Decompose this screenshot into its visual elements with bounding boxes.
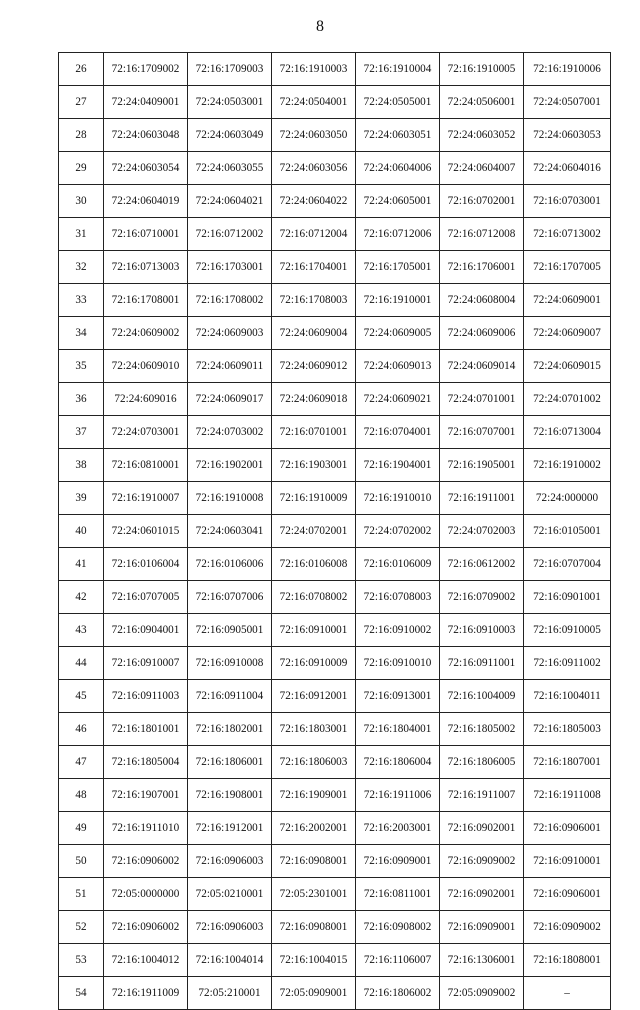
cadastral-code-cell: 72:16:1902001 <box>188 449 272 482</box>
table-row <box>59 449 611 482</box>
cadastral-code-cell: 72:16:0707001 <box>440 416 524 449</box>
cadastral-code-cell: 72:16:1910003 <box>272 53 356 86</box>
row-number: 51 <box>59 878 104 911</box>
cadastral-code-cell: 72:16:1806003 <box>272 746 356 779</box>
row-number: 27 <box>59 86 104 119</box>
cadastral-code-cell: 72:16:1905001 <box>440 449 524 482</box>
table-row <box>59 845 611 878</box>
cadastral-code-cell: 72:24:0603055 <box>188 152 272 185</box>
cadastral-code-cell: 72:24:0609003 <box>188 317 272 350</box>
cadastral-code-cell: 72:16:1004015 <box>272 944 356 977</box>
cadastral-code-cell: 72:24:0603041 <box>188 515 272 548</box>
cadastral-code-cell: 72:24:0609007 <box>524 317 611 350</box>
cadastral-code-cell: 72:16:0910001 <box>272 614 356 647</box>
row-number: 43 <box>59 614 104 647</box>
cadastral-code-cell: 72:16:0910005 <box>524 614 611 647</box>
cadastral-code-cell: 72:16:0908002 <box>356 911 440 944</box>
cadastral-code-cell: 72:16:1805002 <box>440 713 524 746</box>
row-number: 46 <box>59 713 104 746</box>
row-number: 39 <box>59 482 104 515</box>
cadastral-code-cell: 72:16:0905001 <box>188 614 272 647</box>
cadastral-code-cell: 72:24:0603054 <box>104 152 188 185</box>
cadastral-code-cell: 72:16:1909001 <box>272 779 356 812</box>
cadastral-code-cell: 72:16:0910003 <box>440 614 524 647</box>
cadastral-code-cell: 72:16:1910005 <box>440 53 524 86</box>
cadastral-code-cell: 72:24:0603051 <box>356 119 440 152</box>
table-row <box>59 515 611 548</box>
cadastral-code-cell: 72:16:1004009 <box>440 680 524 713</box>
cadastral-code-cell: 72:16:0909002 <box>524 911 611 944</box>
cadastral-code-cell: 72:24:0504001 <box>272 86 356 119</box>
cadastral-code-cell: 72:16:1806004 <box>356 746 440 779</box>
table-row <box>59 119 611 152</box>
cadastral-code-cell: 72:24:0609004 <box>272 317 356 350</box>
cadastral-code-cell: 72:16:1801001 <box>104 713 188 746</box>
row-number: 49 <box>59 812 104 845</box>
cadastral-code-cell: 72:16:1806005 <box>440 746 524 779</box>
row-number: 45 <box>59 680 104 713</box>
cadastral-code-cell: 72:16:0106008 <box>272 548 356 581</box>
cadastral-code-cell: 72:24:0604006 <box>356 152 440 185</box>
cadastral-code-cell: 72:16:0713002 <box>524 218 611 251</box>
cadastral-code-cell: – <box>524 977 611 1010</box>
cadastral-code-cell: 72:24:0604016 <box>524 152 611 185</box>
row-number: 38 <box>59 449 104 482</box>
cadastral-code-cell: 72:16:1912001 <box>188 812 272 845</box>
cadastral-code-cell: 72:24:0604019 <box>104 185 188 218</box>
cadastral-code-cell: 72:16:1911010 <box>104 812 188 845</box>
cadastral-code-cell: 72:24:0604021 <box>188 185 272 218</box>
cadastral-code-cell: 72:24:0609014 <box>440 350 524 383</box>
cadastral-code-cell: 72:05:210001 <box>188 977 272 1010</box>
cadastral-code-cell: 72:24:0609010 <box>104 350 188 383</box>
cadastral-code-cell: 72:24:0609017 <box>188 383 272 416</box>
cadastral-code-cell: 72:24:0603050 <box>272 119 356 152</box>
cadastral-code-cell: 72:16:0708002 <box>272 581 356 614</box>
cadastral-code-cell: 72:16:0909001 <box>440 911 524 944</box>
cadastral-table <box>58 52 611 1010</box>
cadastral-code-cell: 72:24:0609006 <box>440 317 524 350</box>
cadastral-code-cell: 72:16:0906002 <box>104 845 188 878</box>
cadastral-code-cell: 72:16:1911007 <box>440 779 524 812</box>
cadastral-code-cell: 72:24:0609012 <box>272 350 356 383</box>
row-number: 37 <box>59 416 104 449</box>
cadastral-code-cell: 72:16:0908001 <box>272 911 356 944</box>
cadastral-code-cell: 72:16:0910008 <box>188 647 272 680</box>
cadastral-code-cell: 72:16:1910002 <box>524 449 611 482</box>
cadastral-code-cell: 72:24:0409001 <box>104 86 188 119</box>
table-row <box>59 647 611 680</box>
cadastral-code-cell: 72:16:1004014 <box>188 944 272 977</box>
cadastral-code-cell: 72:24:0701001 <box>440 383 524 416</box>
row-number: 47 <box>59 746 104 779</box>
table-row <box>59 317 611 350</box>
cadastral-code-cell: 72:24:0603048 <box>104 119 188 152</box>
cadastral-code-cell: 72:16:1709003 <box>188 53 272 86</box>
cadastral-code-cell: 72:24:0703001 <box>104 416 188 449</box>
cadastral-code-cell: 72:16:2002001 <box>272 812 356 845</box>
cadastral-code-cell: 72:16:0908001 <box>272 845 356 878</box>
cadastral-code-cell: 72:05:0000000 <box>104 878 188 911</box>
cadastral-code-cell: 72:16:1004012 <box>104 944 188 977</box>
row-number: 50 <box>59 845 104 878</box>
cadastral-code-cell: 72:24:0605001 <box>356 185 440 218</box>
cadastral-code-cell: 72:24:0609015 <box>524 350 611 383</box>
cadastral-code-cell: 72:16:1306001 <box>440 944 524 977</box>
cadastral-code-cell: 72:16:1910008 <box>188 482 272 515</box>
table-row <box>59 350 611 383</box>
cadastral-code-cell: 72:16:1908001 <box>188 779 272 812</box>
cadastral-code-cell: 72:24:0702003 <box>440 515 524 548</box>
table-row <box>59 911 611 944</box>
cadastral-code-cell: 72:16:0712002 <box>188 218 272 251</box>
cadastral-code-cell: 72:16:0106004 <box>104 548 188 581</box>
row-number: 32 <box>59 251 104 284</box>
table-row <box>59 284 611 317</box>
cadastral-code-cell: 72:24:0702001 <box>272 515 356 548</box>
cadastral-code-cell: 72:16:1904001 <box>356 449 440 482</box>
table-row <box>59 779 611 812</box>
cadastral-code-cell: 72:16:0612002 <box>440 548 524 581</box>
cadastral-code-cell: 72:16:0707004 <box>524 548 611 581</box>
cadastral-code-cell: 72:16:0911004 <box>188 680 272 713</box>
table-row <box>59 878 611 911</box>
cadastral-code-cell: 72:16:0712008 <box>440 218 524 251</box>
cadastral-code-cell: 72:16:1706001 <box>440 251 524 284</box>
table-row <box>59 614 611 647</box>
cadastral-code-cell: 72:16:0707005 <box>104 581 188 614</box>
cadastral-code-cell: 72:24:609016 <box>104 383 188 416</box>
cadastral-code-cell: 72:16:0904001 <box>104 614 188 647</box>
cadastral-code-cell: 72:24:0609002 <box>104 317 188 350</box>
cadastral-code-cell: 72:16:0913001 <box>356 680 440 713</box>
cadastral-code-cell: 72:16:1704001 <box>272 251 356 284</box>
cadastral-code-cell: 72:16:1911009 <box>104 977 188 1010</box>
cadastral-code-cell: 72:16:0709002 <box>440 581 524 614</box>
cadastral-code-cell: 72:05:0909002 <box>440 977 524 1010</box>
cadastral-code-cell: 72:16:0712006 <box>356 218 440 251</box>
cadastral-code-cell: 72:05:2301001 <box>272 878 356 911</box>
cadastral-code-cell: 72:24:0601015 <box>104 515 188 548</box>
table-row <box>59 218 611 251</box>
cadastral-code-cell: 72:24:0608004 <box>440 284 524 317</box>
row-number: 52 <box>59 911 104 944</box>
table-row <box>59 482 611 515</box>
cadastral-code-cell: 72:16:0810001 <box>104 449 188 482</box>
cadastral-code-cell: 72:16:1808001 <box>524 944 611 977</box>
cadastral-code-cell: 72:16:0912001 <box>272 680 356 713</box>
cadastral-code-cell: 72:24:000000 <box>524 482 611 515</box>
cadastral-code-cell: 72:16:0910009 <box>272 647 356 680</box>
cadastral-code-cell: 72:16:1903001 <box>272 449 356 482</box>
table-row <box>59 680 611 713</box>
table-row <box>59 977 611 1010</box>
cadastral-code-cell: 72:24:0701002 <box>524 383 611 416</box>
cadastral-code-cell: 72:16:0901001 <box>524 581 611 614</box>
cadastral-code-cell: 72:16:0703001 <box>524 185 611 218</box>
cadastral-code-cell: 72:16:0704001 <box>356 416 440 449</box>
cadastral-code-cell: 72:05:0909001 <box>272 977 356 1010</box>
cadastral-code-cell: 72:16:0707006 <box>188 581 272 614</box>
cadastral-code-cell: 72:16:0909002 <box>440 845 524 878</box>
cadastral-code-cell: 72:16:1910010 <box>356 482 440 515</box>
cadastral-code-cell: 72:16:0708003 <box>356 581 440 614</box>
cadastral-code-cell: 72:16:0106009 <box>356 548 440 581</box>
cadastral-code-cell: 72:16:1805003 <box>524 713 611 746</box>
cadastral-code-cell: 72:16:1910006 <box>524 53 611 86</box>
cadastral-code-cell: 72:16:0902001 <box>440 812 524 845</box>
cadastral-code-cell: 72:16:1806001 <box>188 746 272 779</box>
cadastral-code-cell: 72:16:0906001 <box>524 878 611 911</box>
row-number: 30 <box>59 185 104 218</box>
cadastral-code-cell: 72:16:0710001 <box>104 218 188 251</box>
cadastral-code-cell: 72:16:0906003 <box>188 911 272 944</box>
cadastral-code-cell: 72:24:0609005 <box>356 317 440 350</box>
cadastral-code-cell: 72:16:1805004 <box>104 746 188 779</box>
row-number: 48 <box>59 779 104 812</box>
cadastral-code-cell: 72:16:0910002 <box>356 614 440 647</box>
cadastral-code-cell: 72:24:0609021 <box>356 383 440 416</box>
cadastral-code-cell: 72:16:1705001 <box>356 251 440 284</box>
row-number: 26 <box>59 53 104 86</box>
cadastral-code-cell: 72:16:0910010 <box>356 647 440 680</box>
cadastral-code-cell: 72:16:1802001 <box>188 713 272 746</box>
cadastral-code-cell: 72:16:1004011 <box>524 680 611 713</box>
cadastral-code-cell: 72:16:0702001 <box>440 185 524 218</box>
cadastral-code-cell: 72:24:0604022 <box>272 185 356 218</box>
table-row <box>59 152 611 185</box>
cadastral-code-cell: 72:16:0902001 <box>440 878 524 911</box>
row-number: 29 <box>59 152 104 185</box>
cadastral-code-cell: 72:24:0503001 <box>188 86 272 119</box>
cadastral-code-cell: 72:16:1910007 <box>104 482 188 515</box>
cadastral-code-cell: 72:24:0506001 <box>440 86 524 119</box>
cadastral-code-cell: 72:16:1910004 <box>356 53 440 86</box>
table-row <box>59 581 611 614</box>
cadastral-code-cell: 72:16:1911001 <box>440 482 524 515</box>
row-number: 42 <box>59 581 104 614</box>
cadastral-code-cell: 72:24:0603052 <box>440 119 524 152</box>
cadastral-code-cell: 72:16:0713004 <box>524 416 611 449</box>
page-number: 8 <box>316 18 324 35</box>
table-row <box>59 53 611 86</box>
cadastral-code-cell: 72:16:0105001 <box>524 515 611 548</box>
row-number: 53 <box>59 944 104 977</box>
cadastral-code-cell: 72:16:1708001 <box>104 284 188 317</box>
cadastral-code-cell: 72:24:0603056 <box>272 152 356 185</box>
cadastral-code-cell: 72:16:2003001 <box>356 812 440 845</box>
table-row <box>59 251 611 284</box>
cadastral-code-cell: 72:16:0712004 <box>272 218 356 251</box>
cadastral-code-cell: 72:16:0713003 <box>104 251 188 284</box>
row-number: 41 <box>59 548 104 581</box>
cadastral-code-cell: 72:16:0906001 <box>524 812 611 845</box>
row-number: 35 <box>59 350 104 383</box>
cadastral-code-cell: 72:16:0911003 <box>104 680 188 713</box>
row-number: 31 <box>59 218 104 251</box>
cadastral-code-cell: 72:24:0507001 <box>524 86 611 119</box>
cadastral-code-cell: 72:16:1910001 <box>356 284 440 317</box>
cadastral-code-cell: 72:24:0604007 <box>440 152 524 185</box>
cadastral-code-cell: 72:16:1803001 <box>272 713 356 746</box>
cadastral-code-cell: 72:16:1707005 <box>524 251 611 284</box>
table-row <box>59 416 611 449</box>
table-row <box>59 713 611 746</box>
table-row <box>59 383 611 416</box>
cadastral-code-cell: 72:16:1911008 <box>524 779 611 812</box>
cadastral-code-cell: 72:24:0703002 <box>188 416 272 449</box>
cadastral-code-cell: 72:24:0505001 <box>356 86 440 119</box>
row-number: 36 <box>59 383 104 416</box>
cadastral-code-cell: 72:16:0701001 <box>272 416 356 449</box>
cadastral-code-cell: 72:16:1709002 <box>104 53 188 86</box>
table-row <box>59 944 611 977</box>
cadastral-code-cell: 72:24:0702002 <box>356 515 440 548</box>
cadastral-code-cell: 72:16:1807001 <box>524 746 611 779</box>
cadastral-code-cell: 72:16:0906003 <box>188 845 272 878</box>
cadastral-code-cell: 72:16:1907001 <box>104 779 188 812</box>
cadastral-code-cell: 72:16:0106006 <box>188 548 272 581</box>
row-number: 28 <box>59 119 104 152</box>
cadastral-code-cell: 72:05:0210001 <box>188 878 272 911</box>
cadastral-code-cell: 72:16:0811001 <box>356 878 440 911</box>
row-number: 33 <box>59 284 104 317</box>
row-number: 34 <box>59 317 104 350</box>
cadastral-code-cell: 72:16:1703001 <box>188 251 272 284</box>
table-row <box>59 812 611 845</box>
cadastral-code-cell: 72:16:0909001 <box>356 845 440 878</box>
cadastral-code-cell: 72:16:0911002 <box>524 647 611 680</box>
cadastral-code-cell: 72:16:0906002 <box>104 911 188 944</box>
cadastral-code-cell: 72:16:0910007 <box>104 647 188 680</box>
table-row <box>59 185 611 218</box>
row-number: 44 <box>59 647 104 680</box>
cadastral-code-cell: 72:24:0609001 <box>524 284 611 317</box>
cadastral-code-cell: 72:16:1911006 <box>356 779 440 812</box>
cadastral-code-cell: 72:16:1806002 <box>356 977 440 1010</box>
cadastral-code-cell: 72:16:1708002 <box>188 284 272 317</box>
cadastral-code-cell: 72:16:1106007 <box>356 944 440 977</box>
cadastral-code-cell: 72:24:0609013 <box>356 350 440 383</box>
cadastral-code-cell: 72:24:0609011 <box>188 350 272 383</box>
cadastral-code-cell: 72:24:0609018 <box>272 383 356 416</box>
cadastral-code-cell: 72:16:1708003 <box>272 284 356 317</box>
cadastral-code-cell: 72:24:0603053 <box>524 119 611 152</box>
table-row <box>59 86 611 119</box>
cadastral-code-cell: 72:16:1910009 <box>272 482 356 515</box>
row-number: 40 <box>59 515 104 548</box>
cadastral-code-cell: 72:24:0603049 <box>188 119 272 152</box>
table-row <box>59 746 611 779</box>
cadastral-code-cell: 72:16:0910001 <box>524 845 611 878</box>
table-row <box>59 548 611 581</box>
cadastral-code-cell: 72:16:0911001 <box>440 647 524 680</box>
cadastral-code-cell: 72:16:1804001 <box>356 713 440 746</box>
row-number: 54 <box>59 977 104 1010</box>
